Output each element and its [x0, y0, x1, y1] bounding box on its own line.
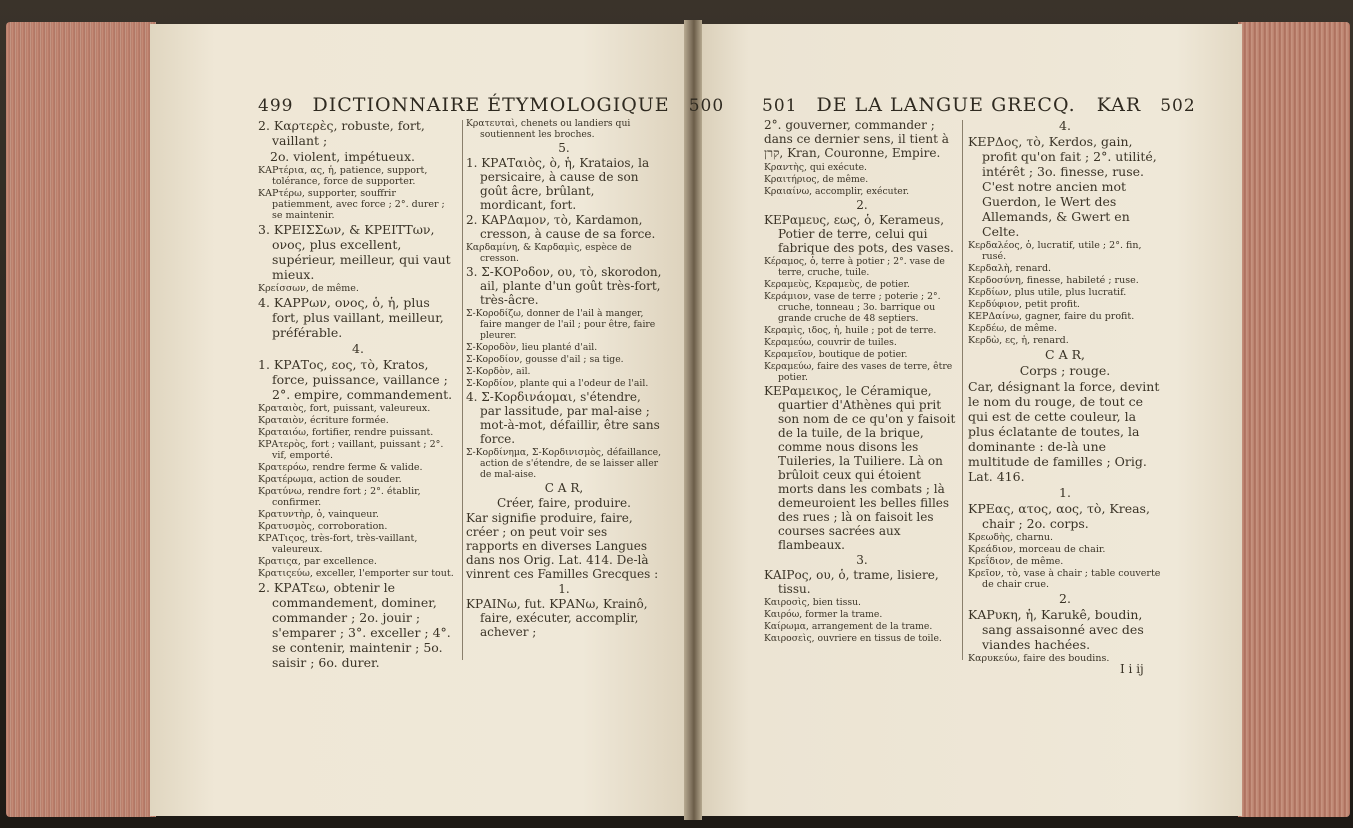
printer-signature: I i ij — [1120, 662, 1144, 676]
entry-line: Κρεάδιον, morceau de chair. — [968, 544, 1106, 555]
entry-line: Καιροσὶς, bien tissu. — [764, 597, 861, 608]
entry-line: ΚΡΑΤιςος, très-fort, très-vaillant, valeureux. — [258, 533, 418, 555]
entry-line: Κρεῖον, τὸ, vase à chair ; table couverte de chair crue. — [968, 568, 1161, 590]
entry-line: 5. — [558, 141, 570, 155]
header-title: DICTIONNAIRE ÉTYMOLOGIQUE — [312, 94, 670, 116]
page-number: 500 — [688, 96, 725, 116]
entry-line: Σ-Κορδίον, plante qui a l'odeur de l'ail. — [466, 378, 649, 389]
entry-line: Κρατυντὴρ, ὁ, vainqueur. — [258, 509, 379, 520]
entry-line: Καίρωμα, arrangement de la trame. — [764, 621, 933, 632]
entry-line: 2. — [1059, 591, 1071, 606]
entry-line: 1. — [558, 582, 570, 596]
page-number: 499 — [258, 96, 294, 116]
header-title: DE LA LANGUE GRECQ. — [816, 94, 1076, 116]
left-page-edges — [6, 22, 156, 817]
entry-line: 1. ΚΡΑΤαιὸς, ὸ, ἡ, Krataios, la persicaire, à cause de son goût âcre, brûlant, mordicant, fort. — [466, 156, 650, 212]
entry-line: Κεραμεύω, couvrir de tuiles. — [764, 337, 897, 348]
entry-line: Καρδαμίνη, & Καρδαμὶς, espèce de cresson. — [466, 242, 632, 264]
entry-line: Κεραμεῖον, boutique de potier. — [764, 349, 908, 360]
entry-line: Κρεΐδιον, de même. — [968, 556, 1064, 567]
entry-line: C A R, — [544, 481, 584, 495]
left-page-header — [258, 94, 724, 116]
entry-line: Κραντὴς, qui exécute. — [764, 162, 867, 173]
entry-line: ΚΕΡαμεικος, le Céramique, quartier d'Athènes qui prit son nom de ce qu'on y faisoit de la tuile, de la brique, comme nous disons les Tuileries, la Tuiliere. Là on brûloit ceux qui étoient morts dans les combats ; là demeuroient les belles filles des rues ; là on faisoit les courses sacrées aux flambeaux. — [764, 384, 956, 552]
entry-line: ΚΕΡΔος, τὸ, Kerdos, gain, profit qu'on fait ; 2°. utilité, intérêt ; 3o. finesse, ruse. C'est notre ancien mot Guerdon, le Wert des Allemands, & Gwert en Celte. — [968, 134, 1157, 239]
page-number: 502 — [1160, 96, 1196, 116]
entry-line: 1. — [1059, 485, 1071, 500]
entry-line: Καιρόω, former la trame. — [764, 609, 883, 620]
column-rule — [462, 120, 463, 660]
entry-line: 2. ΚΡΑΤεω, obtenir le commandement, dominer, commander ; 2o. jouir ; s'emparer ; 3°. exceller ; 4°. se contenir, maintenir ; 5o. saisir ; 6o. durer. — [258, 580, 451, 670]
entry-line: ΚΕΡαμευς, εως, ὁ, Kerameus, Potier de terre, celui qui fabrique des pots, des vases. — [764, 213, 954, 255]
entry-line: Κεραμεύω, faire des vases de terre, être potier. — [764, 361, 953, 383]
entry-line: 4. — [352, 341, 364, 356]
right-page-column-2 — [968, 118, 1162, 665]
entry-line: Κρατυσμὸς, corroboration. — [258, 521, 388, 532]
entry-line: 4. Σ-Κορδινάομαι, s'étendre, par lassitude, par mal-aise ; mot-à-mot, défaillir, être sans force. — [466, 390, 660, 446]
entry-line: Κεράμιον, vase de terre ; poterie ; 2°. cruche, tonneau ; 3o. barrique ou grande cruche de 48 septiers. — [764, 291, 941, 324]
entry-line: Κεραμεὺς, Κεραμεὺς, de potier. — [764, 279, 910, 290]
right-page-edges — [1238, 22, 1350, 817]
entry-line: Κραταιὸς, fort, puissant, valeureux. — [258, 403, 431, 414]
entry-line: ΚΑΡτέρια, ας, ἡ, patience, support, tolérance, force de supporter. — [258, 165, 428, 187]
entry-line: Κρείσσων, de même. — [258, 283, 359, 294]
entry-line: Κραιτήριος, de même. — [764, 174, 869, 185]
entry-line: Κραταιόω, fortifier, rendre puissant. — [258, 427, 434, 438]
entry-line: Κρατιςεύω, exceller, l'emporter sur tout. — [258, 568, 454, 579]
left-page-column-2 — [466, 118, 662, 640]
entry-line: 1. ΚΡΑΤος, εος, τὸ, Kratos, force, puissance, vaillance ; 2°. empire, commandement. — [258, 357, 453, 402]
entry-line: ΚΕΡΔαίνω, gagner, faire du profit. — [968, 311, 1135, 322]
entry-line: Κερδαλὴ, renard. — [968, 263, 1052, 274]
page-number: 501 — [762, 96, 798, 116]
entry-line: Κρατιςα, par excellence. — [258, 556, 377, 567]
entry-line: Κραιαίνω, accomplir, exécuter. — [764, 186, 910, 197]
entry-line: Κερδύφιον, petit profit. — [968, 299, 1080, 310]
entry-line: Κρατύνω, rendre fort ; 2°. établir, confirmer. — [258, 486, 421, 508]
entry-line: ΚΡΑΙΝω, fut. ΚΡΑΝω, Krainô, faire, exécuter, accomplir, achever ; — [466, 597, 648, 639]
entry-line: 2. ΚΑΡΔαμον, τὸ, Kardamon, cresson, à cause de sa force. — [466, 213, 656, 241]
entry-line: Κρεωδὴς, charnu. — [968, 532, 1054, 543]
right-page-column-1 — [764, 118, 960, 645]
entry-line: Κραταιὸν, écriture formée. — [258, 415, 389, 426]
entry-line: Κρατερόω, rendre ferme & valide. — [258, 462, 423, 473]
book-gutter — [684, 20, 702, 820]
entry-line: Κρατέρωμα, action de souder. — [258, 474, 402, 485]
entry-line: Καιροσεὶς, ouvriere en tissus de toile. — [764, 633, 942, 644]
entry-line: 3. ΚΡΕΙΣΣων, & ΚΡΕΙΤΤων, ονος, plus excellent, supérieur, meilleur, qui vaut mieux. — [258, 222, 451, 282]
entry-line: ΚΡΕας, ατος, αος, τὸ, Kreas, chair ; 2o. corps. — [968, 501, 1150, 531]
entry-line: C A R, — [1045, 347, 1085, 362]
header-abbr: KAR — [1096, 94, 1142, 116]
entry-line: 2°. gouverner, commander ; dans ce dernier sens, il tient à קרן, Kran, Couronne, Empire. — [764, 118, 949, 160]
entry-line: Σ-Κορδίνημα, Σ-Κορδινισμὸς, défaillance, action de s'étendre, de se laisser aller de mal-aise. — [466, 447, 662, 480]
entry-line: Corps ; rouge. — [1019, 363, 1111, 378]
right-page-header — [762, 94, 1196, 116]
left-page-column-1 — [258, 118, 458, 671]
entry-line: ΚΑΡυκη, ἡ, Karukê, boudin, sang assaisonné avec des viandes hachées. — [968, 607, 1144, 652]
column-rule — [962, 120, 963, 660]
entry-line: ΚΡΑτερὸς, fort ; vaillant, puissant ; 2°. vif, emporté. — [258, 439, 444, 461]
entry-line: ΚΑΙΡος, ου, ὁ, trame, lisiere, tissu. — [764, 568, 939, 596]
entry-line: Κεραμὶς, ιδος, ἡ, huile ; pot de terre. — [764, 325, 937, 336]
entry-line: 3. Σ-ΚΟΡοδον, ου, τὸ, skorodon, ail, plante d'un goût très-fort, très-âcre. — [466, 265, 662, 307]
entry-line: 3. — [856, 553, 868, 567]
entry-line: Καρυκεύω, faire des boudins. — [968, 653, 1110, 664]
entry-line: Κρατευταὶ, chenets ou landiers qui soutiennent les broches. — [466, 118, 631, 140]
entry-line: Σ-Κοροδὸν, lieu planté d'ail. — [466, 342, 598, 353]
entry-line: Κέραμος, ὁ, terre à potier ; 2°. vase de terre, cruche, tuile. — [764, 256, 945, 278]
entry-line: Κερδαλέος, ὁ, lucratif, utile ; 2°. fin, rusé. — [968, 240, 1142, 262]
entry-line: 2o. violent, impétueux. — [270, 149, 416, 164]
entry-line: Σ-Κοροδίζω, donner de l'ail à manger, faire manger de l'ail ; pour être, faire pleurer. — [466, 308, 656, 341]
entry-line: Κερδίων, plus utile, plus lucratif. — [968, 287, 1127, 298]
entry-line: Σ-Κορδὸν, ail. — [466, 366, 531, 377]
entry-line: 2. Καρτερὲς, robuste, fort, vaillant ; — [258, 118, 425, 148]
entry-line: 2. — [856, 198, 868, 212]
entry-line: 4. ΚΑΡΡων, ονος, ὁ, ἡ, plus fort, plus vaillant, meilleur, préférable. — [258, 295, 444, 340]
entry-line: Κερδέω, de même. — [968, 323, 1058, 334]
entry-line: ΚΑΡτέρω, supporter, souffrir patiemment, avec force ; 2°. durer ; se maintenir. — [258, 188, 445, 221]
entry-line: Σ-Κοροδίον, gousse d'ail ; sa tige. — [466, 354, 624, 365]
entry-line: Car, désignant la force, devint le nom du rouge, de tout ce qui est de cette couleur, la plus éclatante de toutes, la dominante : de-là une multitude de familles ; Orig. Lat. 416. — [968, 379, 1160, 484]
entry-line: Kar signifie produire, faire, créer ; on peut voir ses rapports en diverses Langues dans nos Orig. Lat. 414. De-là vinrent ces Familles Grecques : — [466, 511, 659, 581]
entry-line: Κερδὼ, ες, ἡ, renard. — [968, 335, 1069, 346]
entry-line: 4. — [1059, 118, 1071, 133]
entry-line: Κερδοσύνη, finesse, habileté ; ruse. — [968, 275, 1139, 286]
entry-line: Créer, faire, produire. — [497, 496, 631, 510]
